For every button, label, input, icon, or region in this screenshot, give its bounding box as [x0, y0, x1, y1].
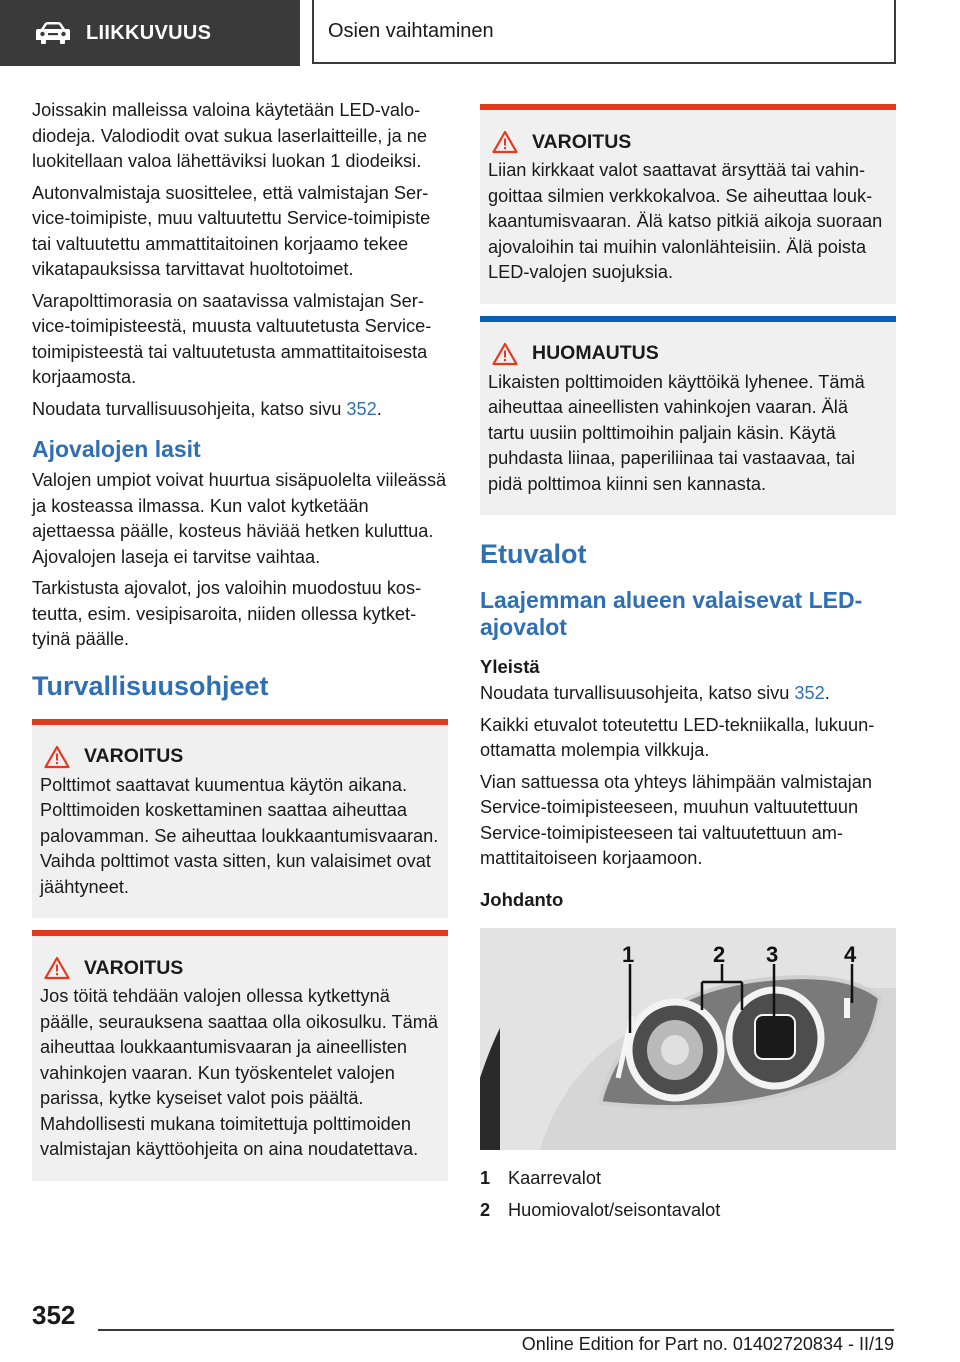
warning-text: Liian kirkkaat valot saattavat ärsyttää tai vahingoittaa silmien verkkokalvoa. Se aiheuttaa loukkaantumisvaaran. Älä katso pitkiä aikoja suoraan ajovaloihin tai muihin valonlähteisiin. Älä poista LED-valojen suojuksia. [488, 160, 883, 282]
notice-title-text: HUOMAUTUS [532, 342, 659, 364]
legend-text: Huomiovalot/seisontavalot [508, 1199, 721, 1220]
page-link[interactable]: 352 [346, 398, 377, 419]
notice-title [488, 342, 888, 366]
callout-label: 3 [766, 941, 779, 967]
figure-legend [480, 1162, 896, 1226]
warning-title-text: VAROITUS [84, 745, 184, 767]
page-header [0, 0, 960, 66]
paragraph: Varapolttimorasia on saatavissa valmistajan Service-toimipisteestä, muusta valtuutetusta Service-toimipisteestä tai valtuutetusta ammattitaitoisesta korjaamosta. [32, 290, 432, 387]
chapter-tab [312, 0, 896, 64]
chapter-heading: Turvallisuusohjeet [32, 670, 269, 701]
paragraph-with-link [32, 397, 448, 423]
warning-box [32, 719, 448, 919]
warning-text: Jos töitä tehdään valojen ollessa kytkettynä päälle, seurauksena saattaa olla oikosulku. Tämä aiheuttaa loukkaantumisvaaran ja aineellisten vahinkojen vaaran. Kun työskentelet valojen parissa, kytke kyseiset valot pois päältä. Mahdollisesti mukana toimitettuja polttimoiden valmistajan käyttöohjeita on aina noudatettava. [40, 986, 439, 1159]
footer-divider [98, 1329, 894, 1331]
warning-triangle-icon [492, 130, 518, 154]
paragraph: Kaikki etuvalot toteutettu LED-tekniikalla, lukuunottamatta molempia vilkkuja. [480, 714, 875, 760]
paragraph: Joissakin malleissa valoina käytetään LED-valodiodeja. Valodiodit ovat sukua laserlaitteille, ja ne luokitellaan valoa lähettäviksi luokan 1 diodeiksi. [32, 100, 427, 171]
legend-number: 1 [480, 1167, 491, 1188]
small-heading: Johdanto [480, 888, 564, 910]
paragraph-end: . [376, 398, 382, 419]
section-tab [0, 0, 300, 66]
paragraph: Vian sattuessa ota yhteys lähimpään valmistajan Service-toimipisteeseen, muuhun valtuutettuun Service-toimipisteeseen tai valtuutettuun ammattitaitoiseen korjaamoon. [480, 771, 872, 868]
legend-number: 2 [480, 1199, 491, 1220]
left-column [32, 98, 448, 1181]
chapter-label: Osien vaihtaminen [328, 19, 494, 42]
notice-box [480, 316, 896, 516]
legend-item [480, 1162, 896, 1194]
callout-label: 4 [844, 941, 857, 967]
page-link[interactable]: 352 [794, 683, 825, 703]
paragraph: Tarkistusta ajovalot, jos valoihin muodostuu kosteutta, esim. vesipisaroita, niiden ollessa kytkettyinä päälle. [32, 578, 422, 649]
warning-title-text: VAROITUS [84, 956, 184, 979]
warning-triangle-icon [44, 956, 70, 980]
section-label: LIIKKUVUUS [86, 21, 212, 44]
warning-title-text: VAROITUS [532, 130, 632, 153]
warning-title [40, 956, 440, 980]
paragraph: Autonvalmistaja suosittelee, että valmistajan Service-toimipiste, muu valtuutettu Service-toimipiste tai valtuutettu ammattitaitoinen korjaamo tekee vikatapauksissa tarvittavat huoltotoimet. [32, 182, 431, 279]
warning-triangle-icon [492, 342, 518, 366]
headlight-illustration [480, 928, 896, 1150]
legend-item [480, 1194, 896, 1226]
chapter-heading: Etuvalot [480, 539, 587, 569]
callout-label: 2 [713, 941, 726, 967]
paragraph: Valojen umpiot voivat huurtua sisäpuolelta viileässä ja kosteassa ilmassa. Kun valot kytketään ajettaessa päälle, kosteus häviää hetken kuluttua. Ajovalojen laseja ei tarvitse vaihtaa. [32, 470, 447, 567]
callout-label: 1 [622, 941, 635, 967]
subsection-heading: Laajemman alueen valaisevat LED-ajovalot [480, 587, 863, 640]
section-heading: Ajovalojen lasit [32, 436, 201, 462]
warning-triangle-icon [44, 745, 70, 769]
warning-title [40, 745, 440, 769]
warning-box [32, 930, 448, 1181]
legend-text: Kaarrevalot [508, 1167, 602, 1188]
paragraph-text: Noudata turvallisuusohjeita, katso sivu [480, 683, 795, 703]
paragraph-with-link [480, 681, 896, 707]
right-column [480, 104, 896, 1226]
warning-text: Polttimot saattavat kuumentua käytön aikana. Polttimoiden koskettaminen saattaa aiheuttaa palovamman. Se aiheuttaa loukkaantumisvaaran. Vaihda polttimot vasta sitten, kun valaisimet ovat jäähtyneet. [40, 774, 439, 897]
warning-title [488, 130, 888, 154]
paragraph-end: . [824, 683, 830, 703]
car-icon [34, 20, 72, 46]
small-heading: Yleistä [480, 656, 540, 677]
edition-text: Online Edition for Part no. 01402720834 - II/19 [521, 1334, 894, 1354]
paragraph-text: Noudata turvallisuusohjeita, katso sivu [32, 398, 347, 419]
page-number: 352 [32, 1300, 76, 1330]
notice-text: Likaisten polttimoiden käyttöikä lyhenee. Tämä aiheuttaa aineellisten vahinkojen vaaran. Älä tartu uusiin polttimoihin paljain käsin. Käytä puhdasta liinaa, paperiliinaa tai vastaavaa, tai pidä polttimoa kiinni sen kannasta. [488, 371, 865, 494]
headlight-figure [480, 928, 896, 1150]
warning-box [480, 104, 896, 304]
